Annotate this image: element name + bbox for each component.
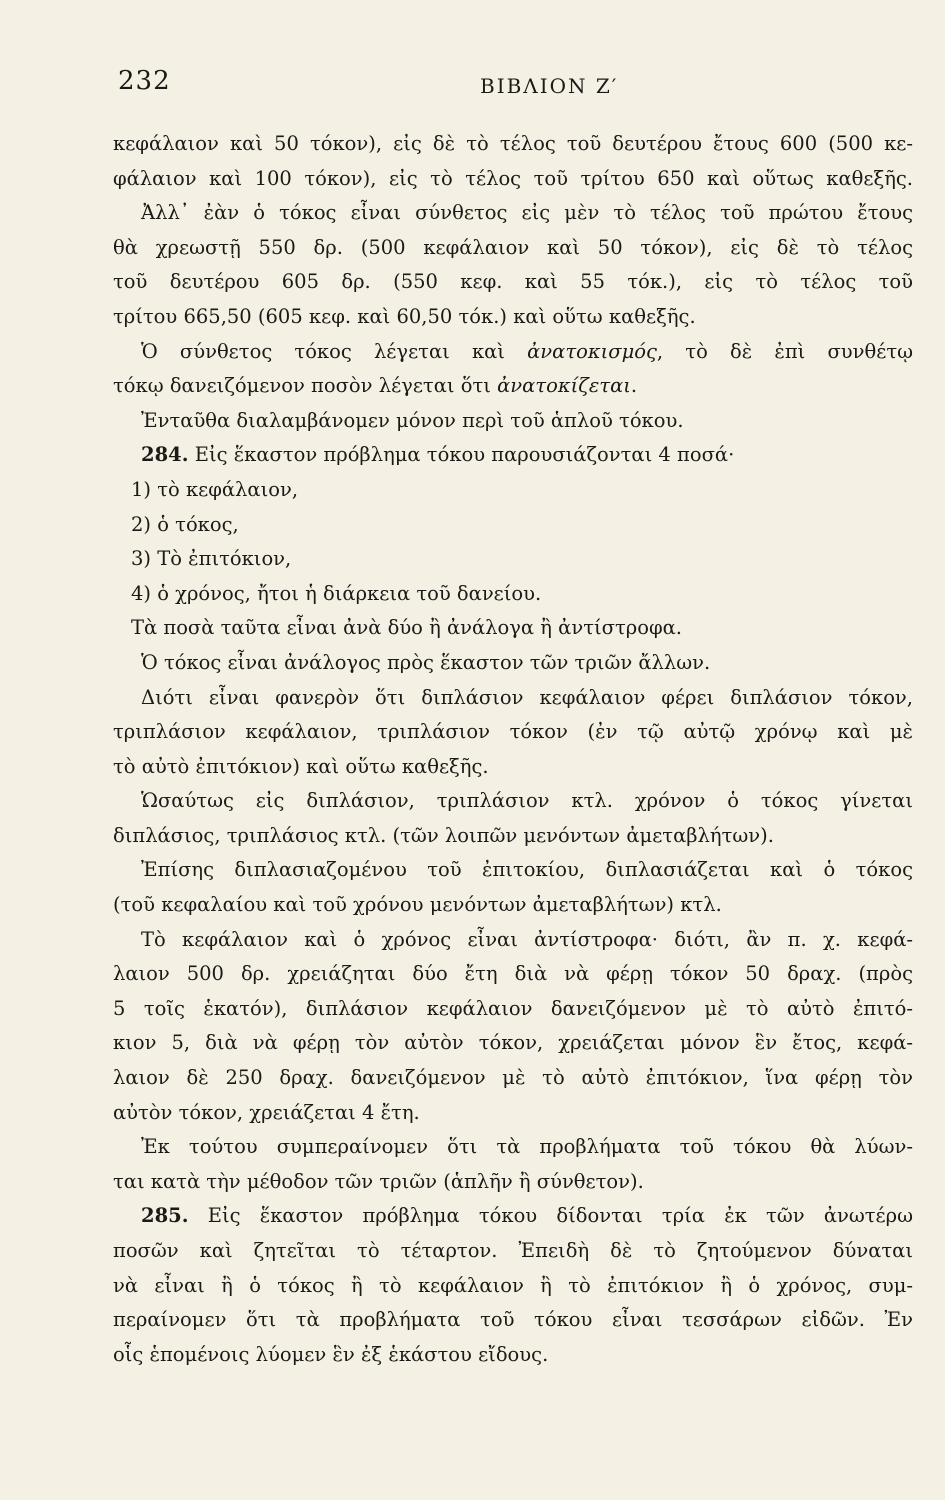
running-title: ΒΙΒΛΙΟΝ Ζ′ [480,74,619,98]
text-line: κεφάλαιον καὶ 50 τόκον), εἰς δὲ τὸ τέλος τοῦ δευτέρου ἔτους 600 (500 κε- [113,132,913,155]
text-line: Ἐπίσης διπλασιαζομένου τοῦ ἐπιτοκίου, διπλασιάζεται καὶ ὁ τόκος [141,858,913,882]
section-284-line [113,438,913,473]
text-line: Ἀλλ᾽ ἐὰν ὁ τόκος εἶναι σύνθετος εἰς μὲν τὸ τέλος τοῦ πρώτου ἔτους [141,201,913,225]
text-line: Διότι εἶναι φανερὸν ὅτι διπλάσιον κεφάλαιον φέρει διπλάσιον τόκον, [141,685,913,709]
page-header [118,66,898,106]
text-line: Ἐκ τούτου συμπεραίνομεν ὅτι τὰ προβλήματα τοῦ τόκου θὰ λύων- [141,1135,913,1159]
text-line: θὰ χρεωστῇ 550 δρ. (500 κεφάλαιον καὶ 50 τόκον), εἰς δὲ τὸ τέλος [113,235,913,259]
text-line: νὰ εἶναι ἢ ὁ τόκος ἢ τὸ κεφάλαιον ἢ τὸ ἐπιτόκιον ἢ ὁ χρόνος, συμ- [113,1273,913,1297]
text-line: ται κατὰ τὴν μέθοδον τῶν τριῶν (ἁπλῆν ἢ σύνθετον). [113,1169,644,1193]
text-line: διπλάσιος, τριπλάσιος κτλ. (τῶν λοιπῶν μενόντων ἀμεταβλήτων). [113,823,774,847]
text-line: Ὡσαύτως εἰς διπλάσιον, τριπλάσιον κτλ. χρόνον ὁ τόκος γίνεται [141,789,913,813]
text-line: Εἰς ἕκαστον πρόβλημα τόκου παρουσιάζονται 4 ποσά· [194,443,735,467]
italic-term: ἀνατοκισμός [527,339,657,363]
text-line: τρίτου 665,50 (605 κεφ. καὶ 60,50 τόκ.) καὶ οὕτω καθεξῆς. [113,304,696,328]
text-line: οἷς ἑπομένοις λύομεν ἓν ἐξ ἑκάστου εἴδους. [113,1342,549,1366]
text-line: λαιον 500 δρ. χρειάζηται δύο ἔτη διὰ νὰ φέρῃ τόκον 50 δραχ. (πρὸς [113,962,913,986]
list-item: 3) Τὸ ἐπιτόκιον, [131,547,292,571]
list-item: 2) ὁ τόκος, [131,512,239,536]
page-number: 232 [118,66,171,96]
text-line: Εἰς ἕκαστον πρόβλημα τόκου δίδονται τρία ἐκ τῶν ἀνωτέρω [207,1204,913,1228]
text-line: αὐτὸν τόκον, χρειάζεται 4 ἔτη. [113,1100,420,1124]
text-line: τὸ αὐτὸ ἐπιτόκιον) καὶ οὕτω καθεξῆς. [113,754,489,778]
section-number: 285. [141,1204,189,1228]
text-line: (τοῦ κεφαλαίου καὶ τοῦ χρόνου μενόντων ἀμεταβλήτων) κτλ. [113,893,722,917]
section-285-line [113,1199,913,1234]
text-line: Ὁ τόκος εἶναι ἀνάλογος πρὸς ἕκαστον τῶν τριῶν ἄλλων. [141,650,711,674]
section-number: 284. [141,443,189,467]
text-line: λαιον δὲ 250 δραχ. δανειζόμενον μὲ τὸ αὐτὸ ἐπιτόκιον, ἵνα φέρῃ τὸν [113,1066,913,1090]
text-line: τριπλάσιον κεφάλαιον, τριπλάσιον τόκον (ἐν τῷ αὐτῷ χρόνῳ καὶ μὲ [113,720,913,744]
text-line: περαίνομεν ὅτι τὰ προβλήματα τοῦ τόκου εἶναι τεσσάρων εἰδῶν. Ἐν [113,1308,913,1332]
text-line: τοῦ δευτέρου 605 δρ. (550 κεφ. καὶ 55 τόκ.), εἰς τὸ τέλος τοῦ [113,270,913,294]
text-line: φάλαιον καὶ 100 τόκον), εἰς τὸ τέλος τοῦ τρίτου 650 καὶ οὕτως καθεξῆς. [113,166,913,190]
text-line: Ἐνταῦθα διαλαμβάνομεν μόνον περὶ τοῦ ἁπλοῦ τόκου. [141,408,684,432]
list-item: 4) ὁ χρόνος, ἤτοι ἡ διάρκεια τοῦ δανείου. [131,581,542,605]
italic-term: ἀνατοκίζεται [497,374,631,398]
text-line: 5 τοῖς ἑκατόν), διπλάσιον κεφάλαιον δανειζόμενον μὲ τὸ αὐτὸ ἐπιτό- [113,996,913,1020]
text-line: κιον 5, διὰ νὰ φέρῃ τὸν αὐτὸν τόκον, χρειάζεται μόνον ἓν ἔτος, κεφά- [113,1031,913,1055]
text-line: Τὰ ποσὰ ταῦτα εἶναι ἀνὰ δύο ἢ ἀνάλογα ἢ ἀντίστροφα. [131,616,682,640]
text-line: Ὁ σύνθετος τόκος λέγεται καὶ ἀνατοκισμός, τὸ δὲ ἐπὶ συνθέτῳ [141,339,913,363]
text-line: ποσῶν καὶ ζητεῖται τὸ τέταρτον. Ἐπειδὴ δὲ τὸ ζητούμενον δύναται [113,1239,913,1262]
text-line: τόκῳ δανειζόμενον ποσὸν λέγεται ὅτι ἀνατοκίζεται. [113,374,638,398]
body-text [113,127,913,1372]
text-line: Τὸ κεφάλαιον καὶ ὁ χρόνος εἶναι ἀντίστροφα· διότι, ἂν π. χ. κεφά- [141,927,913,951]
list-item: 1) τὸ κεφάλαιον, [131,477,299,501]
